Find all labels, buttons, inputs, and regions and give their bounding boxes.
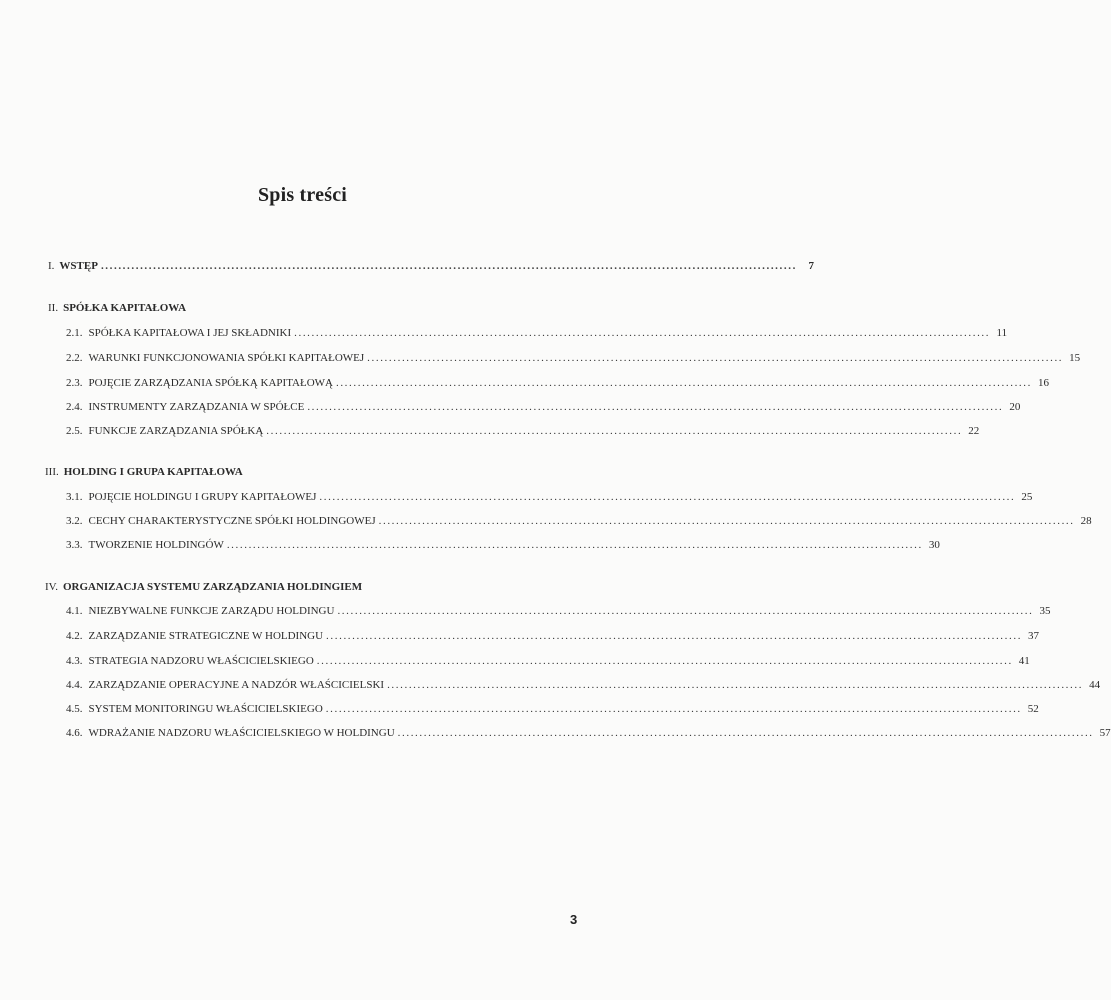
- section-title: SPÓŁKA KAPITAŁOWA I JEJ SKŁADNIKI: [88, 327, 292, 339]
- toc-entry-4-2: [66, 629, 1040, 643]
- section-label: [66, 726, 395, 740]
- dot-leader: ................................................................................................................................................................: [100, 260, 797, 272]
- section-number: 4.2.: [66, 630, 83, 642]
- dot-leader: ................................................................................................................................................................: [397, 727, 1094, 739]
- section-label: [66, 351, 364, 365]
- dot-leader: ................................................................................................................................................................: [378, 515, 1075, 527]
- toc-entry-3-1: [66, 490, 1033, 504]
- dot-leader: ................................................................................................................................................................: [367, 352, 1064, 364]
- dot-leader: ................................................................................................................................................................: [326, 630, 1023, 642]
- section-title: INSTRUMENTY ZARZĄDZANIA W SPÓŁCE: [88, 401, 305, 413]
- footer-page-number: 3: [570, 912, 578, 927]
- section-label: [66, 629, 323, 643]
- section-number: 4.3.: [66, 655, 83, 667]
- chapter-page-number: 7: [808, 260, 814, 272]
- chapter-number: IV.: [45, 581, 58, 593]
- section-page-number: 25: [1021, 491, 1033, 503]
- section-page-number: 22: [968, 425, 980, 437]
- section-number: 4.4.: [66, 679, 83, 691]
- section-label: [66, 326, 291, 340]
- dot-leader: ................................................................................................................................................................: [387, 679, 1084, 691]
- dot-leader: ................................................................................................................................................................: [294, 327, 991, 339]
- section-page-number: 28: [1080, 515, 1092, 527]
- section-title: FUNKCJE ZARZĄDZANIA SPÓŁKĄ: [88, 425, 264, 437]
- section-page-number: 37: [1028, 630, 1040, 642]
- toc-heading-chapter-3: [45, 465, 243, 479]
- section-page-number: 20: [1009, 401, 1021, 413]
- section-page-number: 52: [1027, 703, 1039, 715]
- chapter-label: [45, 580, 362, 594]
- toc-entry-4-6: [66, 726, 1111, 740]
- section-number: 2.3.: [66, 377, 83, 389]
- dot-leader: ................................................................................................................................................................: [307, 401, 1004, 413]
- dot-leader: ................................................................................................................................................................: [266, 425, 963, 437]
- section-label: [66, 376, 333, 390]
- toc-entry-3-2: [66, 514, 1092, 528]
- section-page-number: 30: [928, 539, 940, 551]
- section-label: [66, 490, 316, 504]
- section-page-number: 15: [1069, 352, 1081, 364]
- toc-entry-2-5: [66, 424, 980, 438]
- dot-leader: ................................................................................................................................................................: [319, 491, 1016, 503]
- section-page-number: 16: [1037, 377, 1049, 389]
- section-label: [66, 678, 384, 692]
- chapter-number: I.: [48, 260, 55, 272]
- toc-heading-chapter-2: [48, 301, 186, 315]
- section-title: TWORZENIE HOLDINGÓW: [88, 539, 224, 551]
- toc-entry-2-3: [66, 376, 1049, 390]
- section-title: ZARZĄDZANIE OPERACYJNE A NADZÓR WŁAŚCICIELSKI: [88, 679, 385, 691]
- section-title: WARUNKI FUNKCJONOWANIA SPÓŁKI KAPITAŁOWEJ: [88, 352, 365, 364]
- toc-entry-2-1: [66, 326, 1008, 340]
- section-page-number: 41: [1018, 655, 1030, 667]
- section-page-number: 35: [1039, 605, 1051, 617]
- chapter-title: SPÓŁKA KAPITAŁOWA: [63, 302, 187, 314]
- section-number: 2.1.: [66, 327, 83, 339]
- chapter-title: HOLDING I GRUPA KAPITAŁOWA: [63, 466, 243, 478]
- section-number: 2.4.: [66, 401, 83, 413]
- toc-heading-chapter-4: [45, 580, 362, 594]
- section-page-number: 57: [1099, 727, 1111, 739]
- section-number: 3.3.: [66, 539, 83, 551]
- section-label: [66, 654, 314, 668]
- chapter-label: [45, 465, 243, 479]
- section-title: NIEZBYWALNE FUNKCJE ZARZĄDU HOLDINGU: [88, 605, 335, 617]
- dot-leader: ................................................................................................................................................................: [335, 377, 1032, 389]
- toc-entry-4-1: [66, 604, 1051, 618]
- chapter-label: [48, 259, 98, 273]
- section-title: STRATEGIA NADZORU WŁAŚCICIELSKIEGO: [88, 655, 314, 667]
- section-page-number: 44: [1089, 679, 1101, 691]
- section-title: POJĘCIE ZARZĄDZANIA SPÓŁKĄ KAPITAŁOWĄ: [88, 377, 333, 389]
- toc-entry-chapter-1: [48, 259, 814, 273]
- toc-entry-4-3: [66, 654, 1030, 668]
- section-title: CECHY CHARAKTERYSTYCZNE SPÓŁKI HOLDINGOWEJ: [88, 515, 376, 527]
- section-title: POJĘCIE HOLDINGU I GRUPY KAPITAŁOWEJ: [88, 491, 317, 503]
- section-number: 4.6.: [66, 727, 83, 739]
- section-number: 3.1.: [66, 491, 83, 503]
- toc-title: Spis treści: [257, 184, 348, 206]
- toc-entry-2-4: [66, 400, 1021, 414]
- section-title: SYSTEM MONITORINGU WŁAŚCICIELSKIEGO: [88, 703, 323, 715]
- toc-entry-4-5: [66, 702, 1039, 716]
- section-number: 2.2.: [66, 352, 83, 364]
- toc-entry-2-2: [66, 351, 1081, 365]
- chapter-label: [48, 301, 186, 315]
- dot-leader: ................................................................................................................................................................: [325, 703, 1022, 715]
- toc-entry-4-4: [66, 678, 1101, 692]
- dot-leader: ................................................................................................................................................................: [337, 605, 1034, 617]
- toc-entry-3-3: [66, 538, 940, 552]
- section-title: WDRAŻANIE NADZORU WŁAŚCICIELSKIEGO W HOLDINGU: [88, 727, 395, 739]
- section-label: [66, 424, 263, 438]
- section-number: 4.5.: [66, 703, 83, 715]
- section-number: 2.5.: [66, 425, 83, 437]
- chapter-title: ORGANIZACJA SYSTEMU ZARZĄDZANIA HOLDINGIEM: [62, 581, 363, 593]
- chapter-title: WSTĘP: [59, 260, 98, 272]
- section-title: ZARZĄDZANIE STRATEGICZNE W HOLDINGU: [88, 630, 324, 642]
- section-number: 4.1.: [66, 605, 83, 617]
- chapter-number: III.: [45, 466, 59, 478]
- dot-leader: ................................................................................................................................................................: [226, 539, 923, 551]
- section-label: [66, 538, 224, 552]
- section-label: [66, 702, 323, 716]
- section-label: [66, 514, 376, 528]
- section-label: [66, 400, 304, 414]
- section-page-number: 11: [996, 327, 1008, 339]
- dot-leader: ................................................................................................................................................................: [316, 655, 1013, 667]
- section-number: 3.2.: [66, 515, 83, 527]
- chapter-number: II.: [48, 302, 59, 314]
- section-label: [66, 604, 334, 618]
